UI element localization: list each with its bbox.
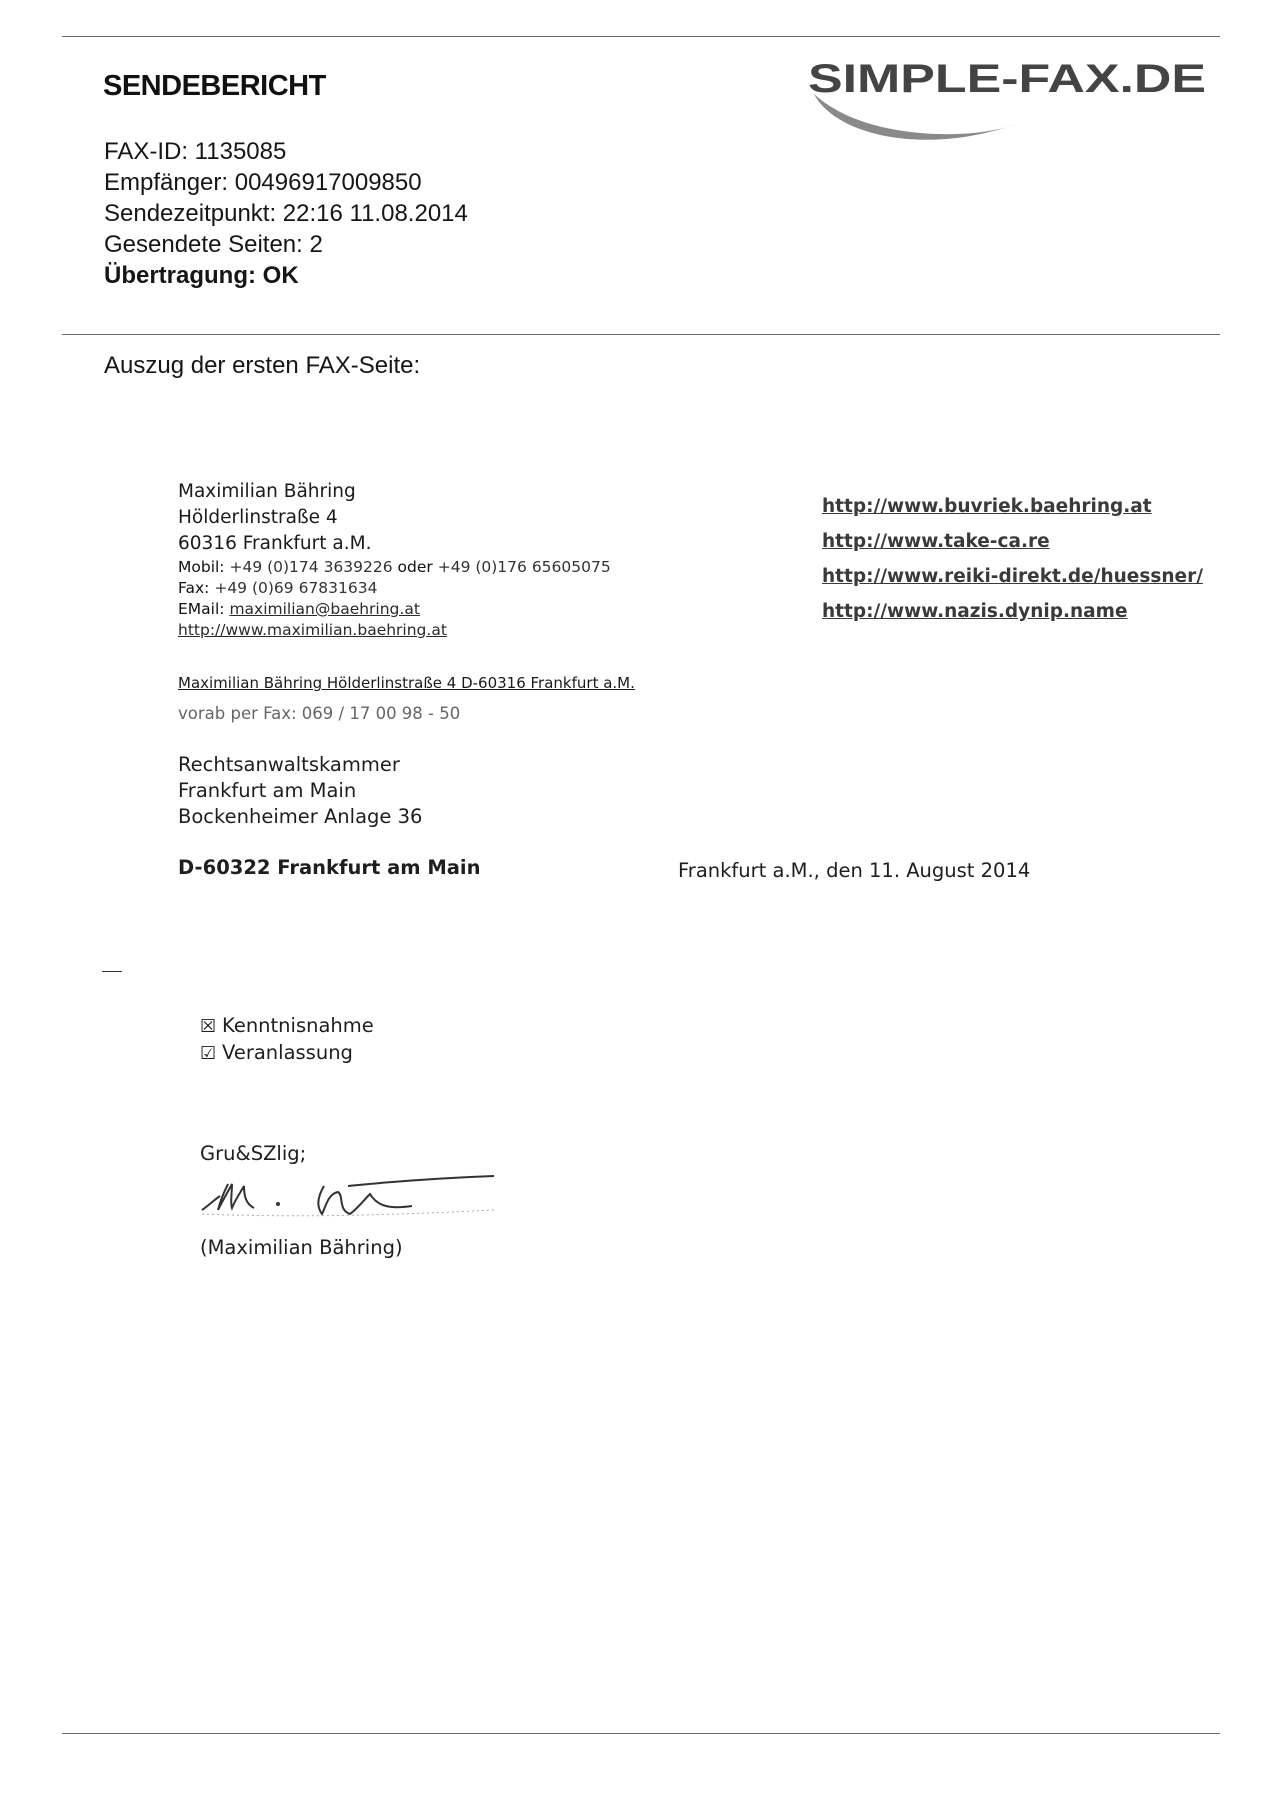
sender-fax [178,578,611,599]
checkbox-kenntnisnahme [200,1013,374,1040]
signer-name: (Maximilian Bähring) [200,1236,403,1259]
recipient-city: D-60322 Frankfurt am Main [178,856,481,879]
link-take-care[interactable]: http://www.take-ca.re [822,531,1050,552]
logo-text: SIMPLE-FAX.DE [808,57,1206,101]
link-nazis-dynip[interactable]: http://www.nazis.dynip.name [822,601,1128,622]
sender-mobile [178,557,611,578]
simple-fax-logo [806,56,1206,152]
website-link[interactable]: http://www.maximilian.baehring.at [178,621,447,639]
mobile-label: Mobil: [178,558,225,576]
handwritten-signature [198,1170,498,1234]
middle-divider [62,334,1220,335]
fax-value: +49 (0)69 67831634 [214,579,378,597]
top-divider [62,36,1220,37]
sender-email [178,599,611,620]
report-fields [104,136,468,291]
fax-note: vorab per Fax: 069 / 17 00 98 - 50 [178,704,461,723]
return-address: Maximilian Bähring Hölderlinstraße 4 D-60316 Frankfurt a.M. [178,674,635,692]
sender-city: 60316 Frankfurt a.M. [178,533,372,554]
fold-mark [102,971,122,972]
recipient-line-3: Bockenheimer Anlage 36 [178,805,423,828]
email-label: EMail: [178,600,225,618]
email-link[interactable]: maximilian@baehring.at [229,600,420,618]
checkbox-label: Veranlassung [222,1041,353,1064]
recipient-address [178,752,422,830]
sender-street: Hölderlinstraße 4 [178,507,338,528]
bottom-divider [62,1733,1220,1734]
fax-id: FAX-ID: 1135085 [104,138,287,165]
link-buvriek[interactable]: http://www.buvriek.baehring.at [822,496,1152,517]
crossed-box-icon: ☒ [200,1016,217,1037]
checkbox-label: Kenntnisnahme [222,1014,374,1037]
mobile-or: oder [397,558,433,576]
report-title: SENDEBERICHT [103,70,326,102]
pages-sent: Gesendete Seiten: 2 [104,231,323,258]
greeting: Gru&SZlig; [200,1142,307,1165]
excerpt-label: Auszug der ersten FAX-Seite: [104,352,421,379]
checkbox-veranlassung [200,1040,374,1067]
recipient-line-2: Frankfurt am Main [178,779,357,802]
recipient-number: Empfänger: 00496917009850 [104,169,422,196]
links-list [822,489,1203,629]
mobile-value-2: +49 (0)176 65605075 [437,558,611,576]
checked-box-icon: ☑ [200,1043,217,1064]
sender-website [178,620,611,641]
checkbox-list [200,1013,374,1067]
recipient-line-1: Rechtsanwaltskammer [178,753,400,776]
send-time: Sendezeitpunkt: 22:16 11.08.2014 [104,200,468,227]
fax-label: Fax: [178,579,210,597]
sender-name: Maximilian Bähring [178,481,356,502]
transmission-status: Übertragung: OK [104,262,299,289]
mobile-value: +49 (0)174 3639226 [229,558,393,576]
link-reiki[interactable]: http://www.reiki-direkt.de/huessner/ [822,566,1203,587]
letter-date: Frankfurt a.M., den 11. August 2014 [678,859,1031,882]
sender-address-block [178,479,611,641]
